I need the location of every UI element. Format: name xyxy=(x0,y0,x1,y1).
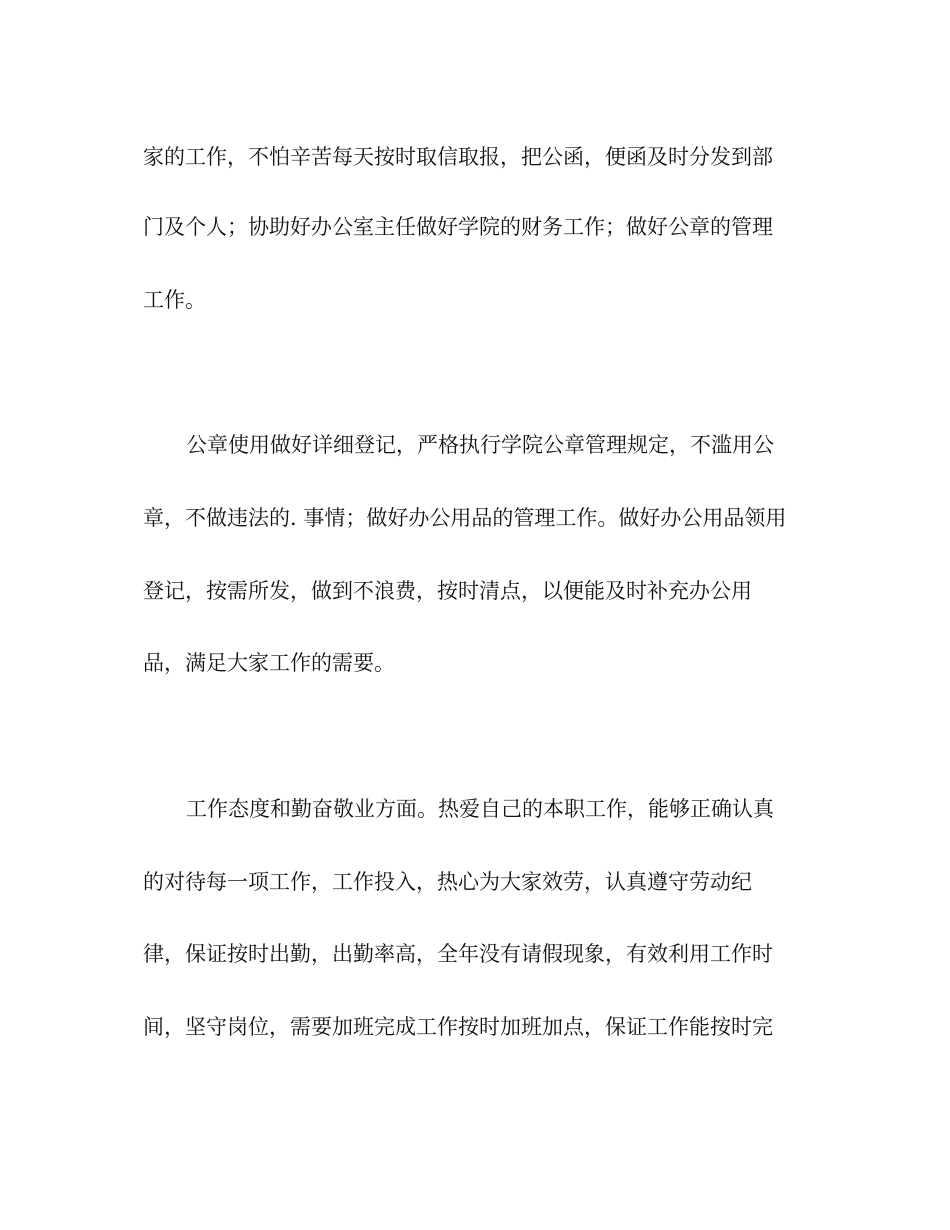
text-line: 工作态度和勤奋敬业方面。热爱自己的本职工作，能够正确认真 xyxy=(186,797,774,821)
text-line: 间，坚守岗位，需要加班完成工作按时加班加点，保证工作能按时完 xyxy=(143,1015,773,1039)
text-line: 章，不做违法的. 事情；做好办公用品的管理工作。做好办公用品领用 xyxy=(143,506,787,530)
text-line: 的对待每一项工作，工作投入，热心为大家效劳，认真遵守劳动纪 xyxy=(143,870,752,894)
text-line: 工作。 xyxy=(143,288,206,312)
text-line: 品，满足大家工作的需要。 xyxy=(143,651,395,675)
text-line: 登记，按需所发，做到不浪费，按时清点，以便能及时补充办公用 xyxy=(143,579,752,603)
text-line: 门及个人；协助好办公室主任做好学院的财务工作；做好公章的管理 xyxy=(143,215,773,239)
text-line: 律，保证按时出勤，出勤率高，全年没有请假现象，有效利用工作时 xyxy=(143,942,773,966)
text-line: 公章使用做好详细登记，严格执行学院公章管理规定，不滥用公 xyxy=(186,433,774,457)
text-line: 家的工作，不怕辛苦每天按时取信取报，把公函，便函及时分发到部 xyxy=(143,145,773,169)
